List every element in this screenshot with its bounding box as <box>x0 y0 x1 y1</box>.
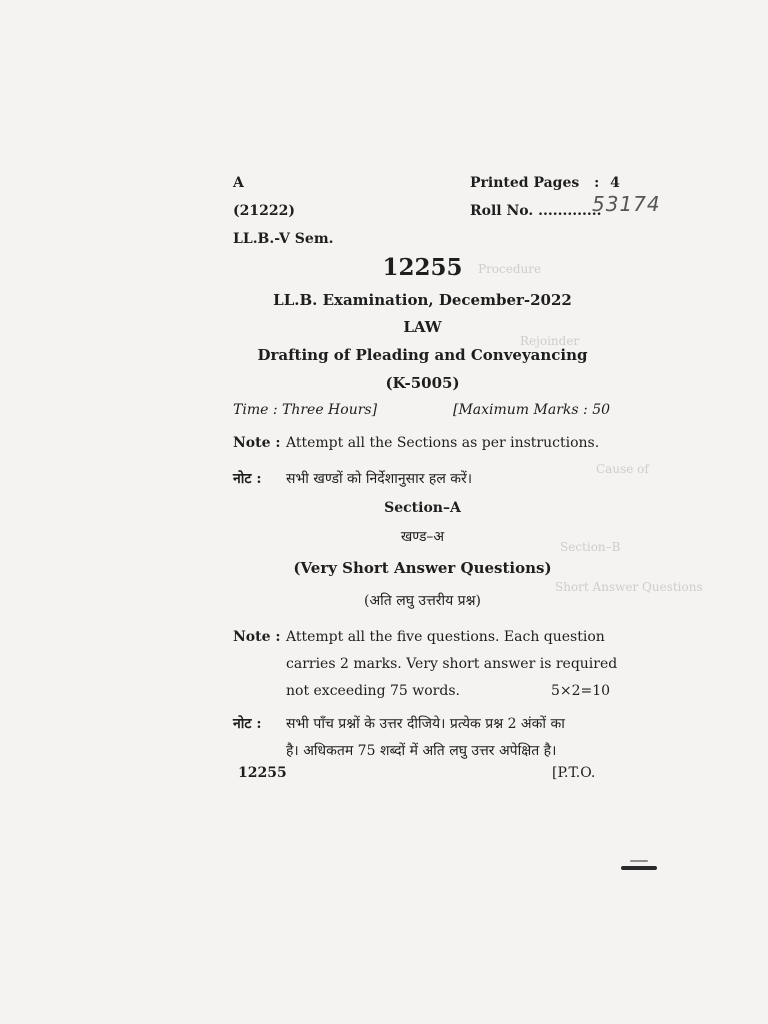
section-a-note-line: carries 2 marks. Very short answer is required <box>286 656 618 672</box>
note-label-hi: नोट : <box>233 471 262 487</box>
printed-pages <box>470 175 620 191</box>
note-label-en: Note : <box>233 435 281 451</box>
paper-title: Drafting of Pleading and Conveyancing <box>257 346 588 364</box>
printed-pages-value: 4 <box>610 175 620 191</box>
bleed-through-text: Section–B <box>560 540 621 554</box>
section-a-note-label: Note : <box>233 629 281 645</box>
printed-pages-label: Printed Pages <box>470 175 580 191</box>
bleed-through-text: Cause of <box>596 462 649 476</box>
general-note-hi: सभी खण्डों को निर्देशानुसार हल करें। <box>286 471 473 487</box>
general-note-en: Attempt all the Sections as per instructions. <box>286 435 600 451</box>
section-a-note-hi-line: है। अधिकतम 75 शब्दों में अति लघु उत्तर अपेक्षित है। <box>286 743 557 759</box>
paper-code: (21222) <box>233 203 295 219</box>
time-allowed: Time : Three Hours] <box>233 402 378 418</box>
section-a-subtitle-hi: (अति लघु उत्तरीय प्रश्न) <box>363 593 482 609</box>
bleed-through-text: Procedure <box>478 262 542 276</box>
paper-number: 12255 <box>382 254 463 281</box>
section-a-subtitle: (Very Short Answer Questions) <box>293 559 552 577</box>
maximum-marks: [Maximum Marks : 50 <box>453 402 611 418</box>
course-code: (K-5005) <box>385 374 460 392</box>
section-a-note-label-hi: नोट : <box>233 716 262 732</box>
section-a-note-line: Attempt all the five questions. Each question <box>286 629 605 645</box>
section-a-title: Section–A <box>384 500 461 516</box>
section-a-marks: 5×2=10 <box>551 683 611 699</box>
roll-number-label: Roll No. ............. <box>470 203 602 219</box>
semester-label: LL.B.-V Sem. <box>233 231 334 247</box>
printed-pages-separator: : <box>594 175 600 191</box>
section-a-note-line: not exceeding 75 words. <box>286 683 460 699</box>
subject-title: LAW <box>403 318 442 336</box>
exam-title: LL.B. Examination, December-2022 <box>273 291 572 309</box>
bleed-through-text: Short Answer Questions <box>555 580 703 594</box>
footer-pto: [P.T.O. <box>552 765 596 781</box>
footer-paper-number: 12255 <box>238 765 287 781</box>
roll-number-handwritten: 53174 <box>592 192 661 216</box>
series-label: A <box>233 175 244 191</box>
section-a-title-hi: खण्ड–अ <box>400 529 445 545</box>
scan-smudge <box>630 860 648 862</box>
scan-smudge <box>621 866 657 870</box>
section-a-note-hi-line: सभी पाँच प्रश्नों के उत्तर दीजिये। प्रत्येक प्रश्न 2 अंकों का <box>286 716 565 732</box>
bleed-through-text: Rejoinder <box>520 334 580 348</box>
